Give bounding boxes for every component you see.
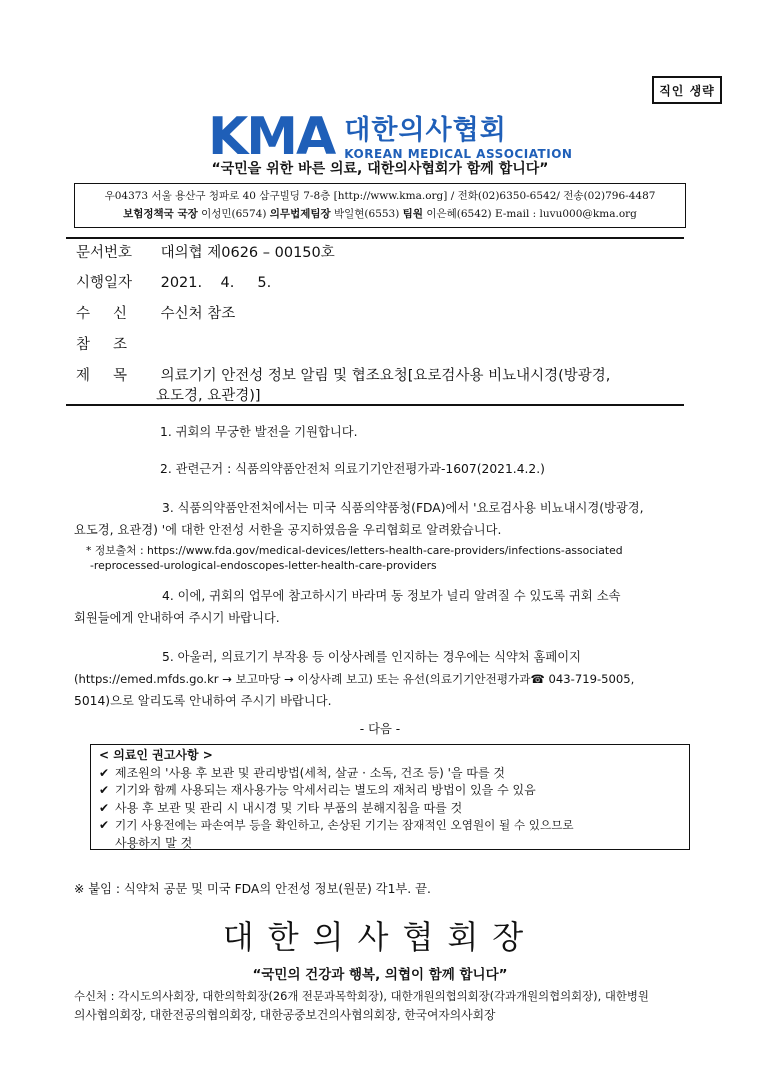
date-value: 2021. 4. 5.: [160, 275, 272, 291]
subject-line-1: 의료기기 안전성 정보 알림 및 협조요청[요로검사용 비뇨내시경(방광경,: [160, 368, 611, 384]
signer-title: 대한의사협회장: [222, 918, 538, 956]
bottom-slogan: “국민의 건강과 행복, 의협이 함께 합니다”: [252, 967, 508, 983]
address-box: [74, 183, 686, 228]
subject-label: 제 목: [76, 368, 128, 384]
doc-number-label: 문서번호: [76, 245, 133, 261]
source-note: * 정보출처 : https://www.fda.gov/medical-devices/letters-health-care-providers/infections-associated -reprocessed-urological-endoscopes-letter-health-care-providers: [86, 544, 623, 572]
kma-english-name: KOREAN MEDICAL ASSOCIATION: [344, 147, 573, 161]
recommendation-item: ✔ 기기 사용전에는 파손여부 등을 확인하고, 손상된 기기는 잠재적인 오염원이 될 수 있으므로: [99, 817, 681, 835]
check-icon: ✔: [99, 783, 110, 797]
check-icon: ✔: [99, 818, 110, 832]
attachment-note: ※ 붙임 : 식약처 공문 및 미국 FDA의 안전성 정보(원문) 각1부. 끝.: [74, 882, 431, 896]
recommendation-item: ✔ 기기와 함께 사용되는 재사용가능 악세서리는 별도의 재처리 방법이 있을 수 있음: [99, 782, 681, 800]
next-heading: - 다음 -: [359, 722, 401, 736]
recommendation-item: ✔ 사용 후 보관 및 관리 시 내시경 및 기타 부품의 분해지침을 따를 것: [99, 800, 681, 818]
recipient-label: 수 신: [76, 306, 128, 322]
top-slogan: “국민을 위한 바른 의료, 대한의사협회가 함께 합니다”: [211, 161, 549, 177]
paragraph-4: 4. 이에, 귀회의 업무에 참고하시기 바라며 동 정보가 널리 알려질 수 있도록 귀회 소속 회원들에게 안내하여 주시기 바랍니다.: [74, 589, 621, 625]
paragraph-1: 1. 귀회의 무궁한 발전을 기원합니다.: [160, 425, 358, 439]
subject-divider: [66, 404, 684, 406]
recipient-row: [76, 302, 235, 323]
recommendations-title: < 의료인 권고사항 >: [99, 748, 213, 762]
paragraph-5: 5. 아울러, 의료기기 부작용 등 이상사례를 인지하는 경우에는 식약처 홈페이지 (https://emed.mfds.go.kr → 보고마당 → 이상사례 보고) 또는 유선(의료기기안전평가과☎ 043-719-5005, 5014)으로 알리도록 안내하여 주시기 바랍니다.: [74, 650, 635, 708]
paragraph-2: 2. 관련근거 : 식품의약품안전처 의료기기안전평가과-1607(2021.4.2.): [160, 462, 545, 476]
reference-label: 참 조: [76, 337, 128, 353]
reference-row: [76, 333, 156, 354]
check-icon: ✔: [99, 765, 110, 780]
paragraph-3: 3. 식품의약품안전처에서는 미국 식품의약품청(FDA)에서 '요로검사용 비뇨내시경(방광경, 요도경, 요관경) '에 대한 안전성 서한을 공지하였음을 우리협회로 알려왔습니다.: [74, 501, 644, 537]
recommendation-item-continued: 사용하지 말 것: [115, 835, 193, 850]
subject-row: [76, 364, 610, 385]
date-row: [76, 271, 271, 292]
recommendations-box: [90, 744, 690, 850]
kma-logo-mark: KMA: [208, 107, 335, 167]
doc-number-value: 대의협 제0626 – 00150호: [160, 245, 335, 261]
doc-number-row: [76, 241, 335, 262]
subject-line-2: 요도경, 요관경)]: [156, 388, 261, 404]
recipient-value: 수신처 참조: [160, 306, 236, 322]
address-line: 우04373 서울 용산구 청파로 40 삼구빌딩 7-8층 [http://www.kma.org] / 전화(02)6350-6542/ 전송(02)796-4487: [104, 190, 656, 202]
contact-line: 보험정책국 국장 이성민(6574) 의무법제팀장 박일현(6553) 팀원 이은혜(6542) E-mail : luvu000@kma.org: [123, 208, 637, 220]
recipients-list: 수신처 : 각시도의사회장, 대한의학회장(26개 전문과목학회장), 대한개원의협의회장(각과개원의협의회장), 대한병원 의사협의회장, 대한전공의협의회장, 대한공중보건의사협의회장, 한국여자의사회장: [74, 989, 649, 1022]
seal-omitted-stamp: 직인 생략: [652, 76, 722, 104]
date-label: 시행일자: [76, 275, 133, 291]
kma-korean-name: 대한의사협회: [344, 115, 507, 146]
recommendation-item: ✔ 제조원의 '사용 후 보관 및 관리방법(세척, 살균 · 소독, 건조 등) '을 따를 것: [99, 765, 681, 783]
kma-logo: [208, 107, 573, 167]
header-divider: [66, 237, 684, 239]
check-icon: ✔: [99, 800, 110, 815]
